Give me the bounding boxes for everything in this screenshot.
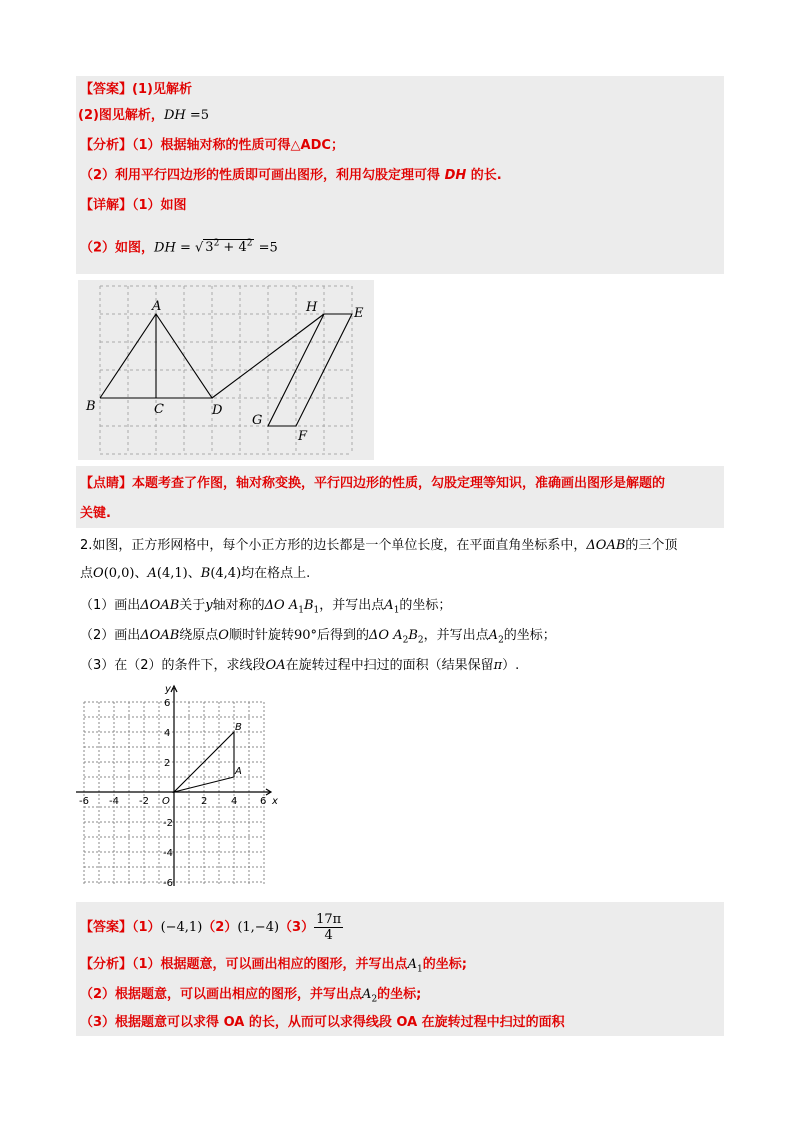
an2-b: 的坐标; [377,987,422,1002]
tick-y-6: 6 [164,698,171,709]
sqrt-plus: + 4 [219,240,247,256]
point-a-label: A [235,766,242,777]
q2-a-point: A [488,628,499,643]
analysis-label: 【分析】 [80,138,133,153]
q1-a-point: A [384,598,394,613]
tick-y-neg4: -4 [163,848,173,859]
label-h: H [306,300,318,315]
problem2-q3 [80,656,519,676]
tick-x-neg2: -2 [139,796,149,807]
analysis2-line-1 [80,955,467,980]
p2-l2-a-point: A [147,566,157,581]
q3-c: ）. [502,658,520,673]
q2-b-point: B [408,628,418,643]
an1-sub: 1 [416,964,423,975]
segment-dh [212,314,324,398]
q2-c: 顺时针旋转 [228,628,294,643]
comment-line-1 [80,474,665,494]
q1-sub3: 1 [393,605,400,616]
label-g: G [252,413,263,428]
tick-x-neg4: -4 [109,796,119,807]
ans2-label: （2） [202,920,238,935]
label-e: E [354,306,364,321]
answer-label: 【答案】 [80,82,133,97]
answer2-math: DH [163,108,186,123]
tick-x-6: 6 [260,796,267,807]
an2-a: （2）根据题意，可以画出相应的图形，并写出点 [80,987,363,1002]
sqrt-exp2: 2 [246,239,253,249]
p2-l2-sep1: 、 [134,566,148,581]
analysis2-label: 【分析】 [80,957,133,972]
q1-c: 轴对称的 [212,598,265,613]
an1-a-point: A [407,957,417,972]
q1-d: ，并写出点 [319,598,385,613]
q1-sub1: 1 [298,605,304,616]
q2-f: 的坐标； [503,628,556,643]
q2-sub3: 2 [498,635,504,646]
q1-sub2: 1 [313,605,320,616]
q2-sub2: 2 [417,635,424,646]
tick-x-2: 2 [201,796,208,807]
sqrt-exp1: 2 [213,239,220,249]
origin-label: O [162,796,170,807]
ans1-value: (−4,1) [160,920,203,935]
detail-line-2 [80,234,278,258]
figure-2-axes [76,686,271,886]
tick-y-neg6: -6 [163,878,173,889]
comment-line-2 [80,504,111,524]
tick-x-neg6: -6 [79,796,89,807]
q1-a: （1）画出 [80,598,141,613]
q3-pi: π [493,658,503,673]
p2-l2-bcoord: (4,4) [210,566,242,581]
p2-l2-o: O [93,566,104,581]
ans3-label: （3） [279,920,315,935]
tick-x-4: 4 [231,796,238,807]
p2-l2-ocoord: (0,0) [103,566,135,581]
p2-l1-b: 的三个顶 [625,538,678,553]
axis-label-x: x [272,796,278,807]
q2-a: （2）画出 [80,628,141,643]
p2-l1-tri: ΔOAB [586,538,626,553]
q1-tri: ΔOAB [140,598,180,613]
detail2-var: DH [154,240,176,256]
answer2-line [80,912,343,943]
figure-2-svg [72,680,282,890]
analysis2-line-2 [80,985,421,1010]
analysis1-text: （1）根据轴对称的性质可得△ADC； [132,138,344,153]
q2-deg: 90° [293,628,318,643]
comment-text-1: 本题考查了作图，轴对称变换，平行四边形的性质，勾股定理等知识，准确画出图形是解题的 [132,476,666,491]
analysis2-text-a: （2）利用平行四边形的性质即可画出图形，利用勾股定理可得 [80,168,445,183]
ans2-value: (1,−4) [237,920,280,935]
detail-label: 【详解】 [80,198,133,213]
figure-1-svg [78,280,374,460]
point-b-label: B [235,722,242,733]
analysis-line-2 [80,166,502,186]
q1-e: 的坐标； [399,598,452,613]
an1-a: （1）根据题意，可以画出相应的图形，并写出点 [132,957,408,972]
q1-y: y [205,598,213,613]
an1-b: 的坐标; [422,957,467,972]
ans3-numerator: 17π [316,912,342,927]
q2-sub1: 2 [402,635,409,646]
problem2-line-1 [80,536,677,556]
problem2-q2 [80,626,556,651]
analysis2-line-3 [80,1013,565,1033]
problem2-line-2 [80,564,310,584]
q3-oa: OA [265,658,286,673]
answer2-text: (2)图见解析， [78,108,164,123]
label-c: C [154,402,164,417]
q1-b: 关于 [179,598,206,613]
label-b: B [86,399,96,414]
q2-b: 绕原点 [179,628,219,643]
answer2-eq: =5 [185,108,209,123]
ans3-denominator: 4 [324,928,333,943]
figure-2 [72,680,282,890]
analysis2-var: DH [444,168,467,183]
q2-tri2: ΔO A [369,628,403,643]
an2-sub: 2 [371,994,378,1005]
q1-tri2: ΔO A [264,598,299,613]
ans1-label: （1） [132,920,161,935]
p2-l2-b-point: B [200,566,211,581]
an3-text: （3）根据题意可以求得 OA 的长，从而可以求得线段 OA 在旋转过程中扫过的面积 [80,1015,565,1030]
detail-line-1 [80,196,187,216]
p2-l2-a: 点 [80,566,94,581]
q1-b-point: B [303,598,314,613]
detail2-result: =5 [254,240,278,256]
label-d: D [212,403,223,418]
p2-l2-b: 均在格点上. [241,566,311,581]
tick-y-2: 2 [164,758,171,769]
an2-a-point: A [362,987,372,1002]
sqrt-body [203,239,254,255]
q3-b: 在旋转过程中扫过的面积（结果保留 [285,658,494,673]
answer-line [80,80,192,100]
p2-l2-acoord: (4,1) [156,566,188,581]
ans3-fraction [314,912,343,943]
p2-l1-a: 2.如图，正方形网格中，每个小正方形的边长都是一个单位长度，在平面直角坐标系中， [80,538,587,553]
comment-label: 【点睛】 [80,476,133,491]
tick-y-4: 4 [164,728,171,739]
label-f: F [298,429,308,444]
detail1-text: （1）如图 [132,198,187,213]
q3-a: （3）在（2）的条件下，求线段 [80,658,266,673]
analysis2-text-b: 的长. [466,168,502,183]
tick-y-neg2: -2 [163,818,173,829]
answer2-label: 【答案】 [80,920,133,935]
label-a: A [152,299,162,314]
q2-e: ，并写出点 [423,628,489,643]
problem2-q1 [80,596,451,621]
detail2-eq: = [175,240,195,256]
analysis-line-1 [80,136,344,156]
p2-l2-sep2: 、 [187,566,201,581]
q2-o: O [218,628,229,643]
axis-label-y: y [165,684,171,695]
sqrt-base1: 3 [205,240,214,256]
answer-text: (1)见解析 [132,82,192,97]
q2-d: 后得到的 [317,628,370,643]
detail2-text: （2）如图， [80,240,155,256]
sqrt-sign: √ [194,240,204,256]
answer-line-2 [78,106,209,126]
q2-tri: ΔOAB [140,628,180,643]
comment-text-2: 关键. [80,506,111,521]
figure-1 [78,280,374,460]
